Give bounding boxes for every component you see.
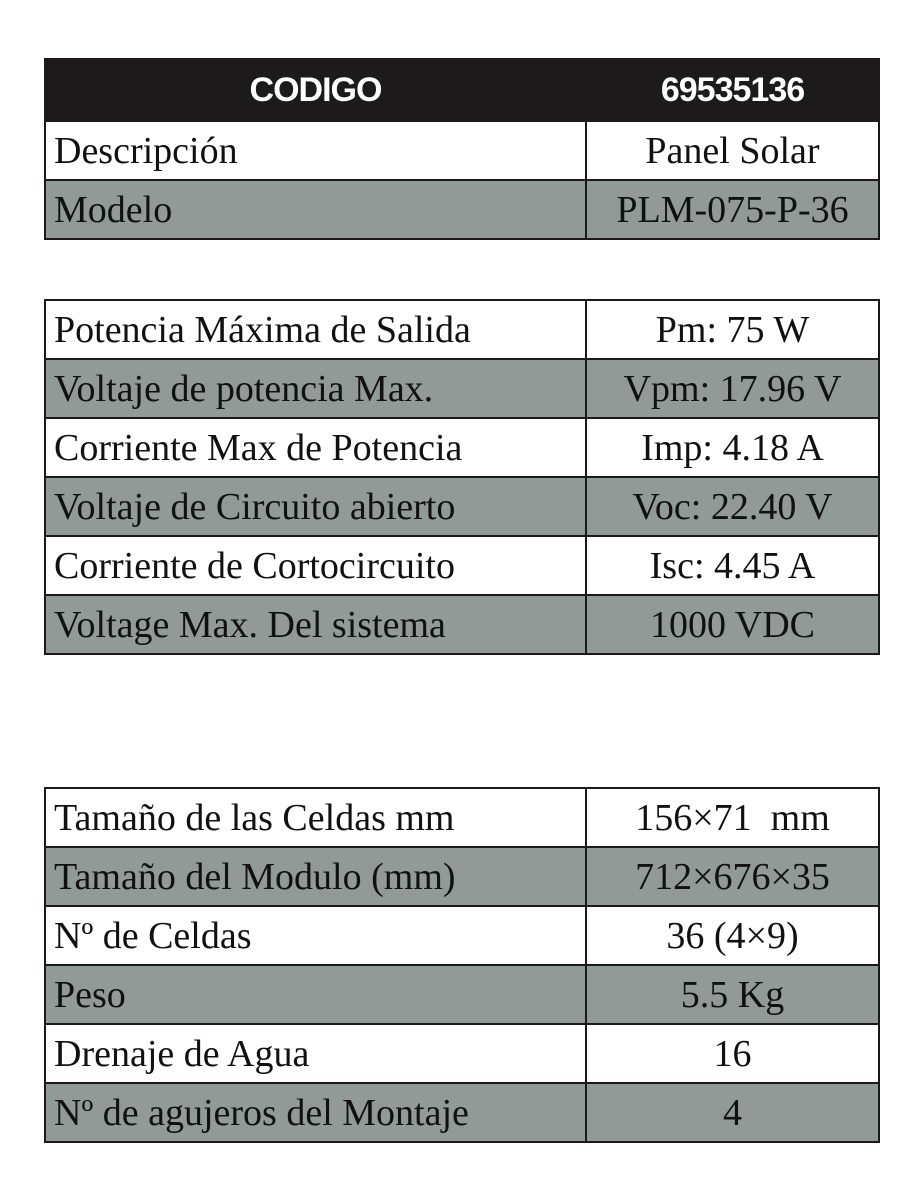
spec-row — [45, 906, 879, 965]
spec-value: 712×676×35 — [586, 847, 879, 906]
descripcion-label: Descripción — [45, 121, 586, 180]
spec-row — [45, 418, 879, 477]
spec-label: Peso — [45, 965, 586, 1024]
codigo-row — [45, 59, 879, 121]
spec-value: Voc: 22.40 V — [586, 477, 879, 536]
spec-row — [45, 477, 879, 536]
modelo-label: Modelo — [45, 180, 586, 239]
physical-specs-table — [44, 787, 880, 1143]
spec-row — [45, 595, 879, 654]
spec-label: Nº de agujeros del Montaje — [45, 1083, 586, 1142]
spec-label: Voltage Max. Del sistema — [45, 595, 586, 654]
product-id-table — [44, 58, 880, 240]
spec-value: 4 — [586, 1083, 879, 1142]
spec-row — [45, 847, 879, 906]
spec-row — [45, 359, 879, 418]
descripcion-value: Panel Solar — [586, 121, 879, 180]
codigo-value: 69535136 — [586, 59, 879, 121]
spec-label: Tamaño del Modulo (mm) — [45, 847, 586, 906]
spec-value: Vpm: 17.96 V — [586, 359, 879, 418]
spec-row — [45, 1083, 879, 1142]
electrical-specs-table — [44, 299, 880, 655]
spec-label: Tamaño de las Celdas mm — [45, 788, 586, 847]
spec-value: 36 (4×9) — [586, 906, 879, 965]
spec-value: Imp: 4.18 A — [586, 418, 879, 477]
spec-value: 1000 VDC — [586, 595, 879, 654]
spec-label: Potencia Máxima de Salida — [45, 300, 586, 359]
spec-label: Corriente de Cortocircuito — [45, 536, 586, 595]
spec-row — [45, 536, 879, 595]
spec-label: Voltaje de Circuito abierto — [45, 477, 586, 536]
spec-value: 156×71 mm — [586, 788, 879, 847]
spec-row — [45, 965, 879, 1024]
spec-label: Drenaje de Agua — [45, 1024, 586, 1083]
spec-row — [45, 788, 879, 847]
modelo-value: PLM-075-P-36 — [586, 180, 879, 239]
spec-value: Pm: 75 W — [586, 300, 879, 359]
spec-value: Isc: 4.45 A — [586, 536, 879, 595]
spec-row — [45, 300, 879, 359]
spec-value: 16 — [586, 1024, 879, 1083]
spec-label: Corriente Max de Potencia — [45, 418, 586, 477]
descripcion-row — [45, 121, 879, 180]
spec-value: 5.5 Kg — [586, 965, 879, 1024]
spec-label: Nº de Celdas — [45, 906, 586, 965]
spec-label: Voltaje de potencia Max. — [45, 359, 586, 418]
modelo-row — [45, 180, 879, 239]
spec-row — [45, 1024, 879, 1083]
codigo-label: CODIGO — [45, 59, 586, 121]
